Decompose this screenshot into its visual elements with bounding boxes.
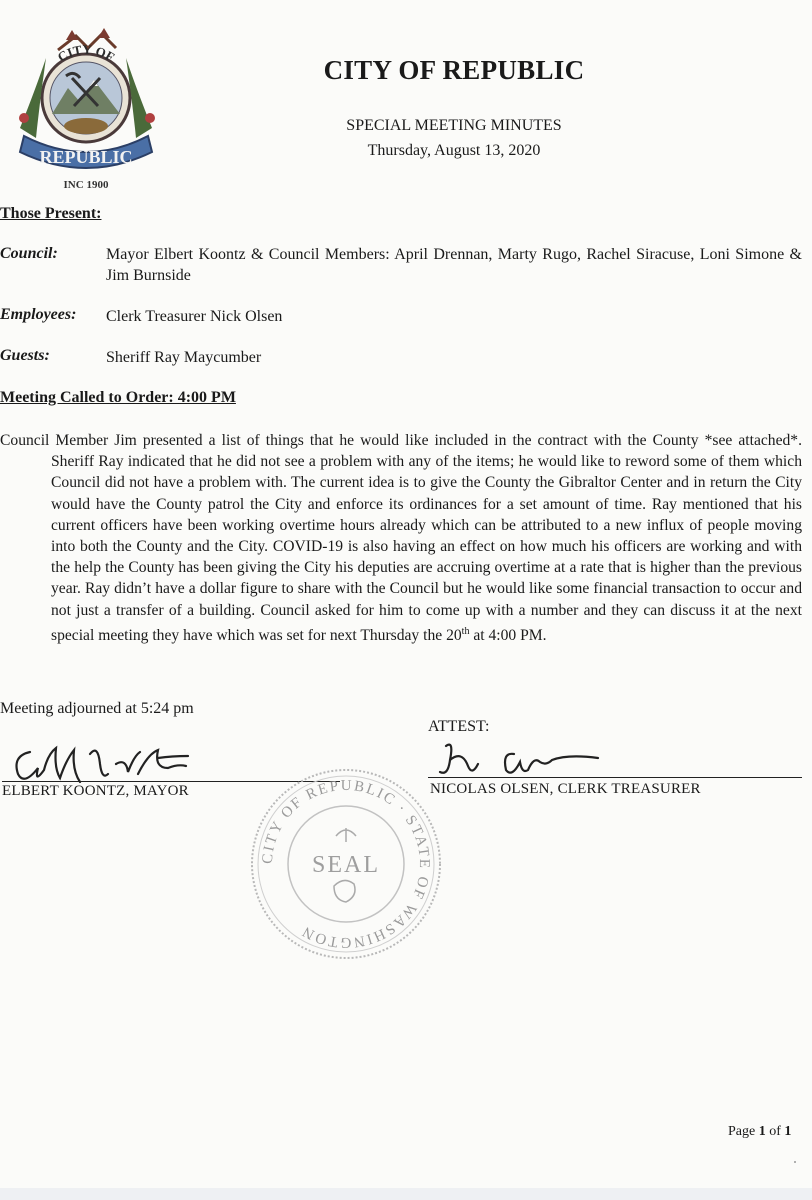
logo-banner-text: REPUBLIC (39, 147, 133, 167)
page-title: CITY OF REPUBLIC (323, 55, 585, 85)
seal-center-text: SEAL (312, 852, 380, 878)
clerk-signature-line (428, 777, 802, 778)
guests-label: Guests: (0, 347, 50, 364)
city-logo (6, 18, 164, 196)
meeting-adjourned: Meeting adjourned at 5:24 pm (0, 700, 194, 717)
employees-label: Employees: (0, 306, 77, 323)
bottom-margin-strip (0, 1188, 812, 1200)
meeting-body-paragraph (0, 430, 802, 646)
clerk-label: NICOLAS OLSEN, CLERK TREASURER (430, 781, 701, 797)
seal-ring-text: CITY OF REPUBLIC · STATE OF WASHINGTON (259, 777, 433, 951)
document-subtitle: SPECIAL MEETING MINUTES (346, 117, 562, 134)
meeting-date: Thursday, August 13, 2020 (367, 142, 541, 159)
guests-value: Sheriff Ray Maycumber (106, 349, 262, 366)
logo-year-text: INC 1900 (63, 179, 109, 191)
body-superscript: th (461, 625, 470, 637)
council-value: Mayor Elbert Koontz & Council Members: April Drennan, Marty Rugo, Rachel Siracuse, Loni Simone & Jim Burnside (106, 246, 802, 284)
city-seal-stamp (248, 766, 444, 962)
speck (794, 1161, 796, 1163)
clerk-signature (428, 736, 608, 786)
page-number: Page 1 of 1 (728, 1124, 792, 1139)
body-end-text: at 4:00 PM. (469, 627, 547, 645)
meeting-called-heading: Meeting Called to Order: 4:00 PM (0, 389, 236, 406)
mayor-label: ELBERT KOONTZ, MAYOR (2, 783, 189, 799)
attest-label: ATTEST: (428, 718, 490, 735)
body-main-text: Council Member Jim presented a list of things that he would like included in the contract with the County *see attached*. Sheriff Ray indicated that he did not see a problem with any of the items; he would like to reword some of them which Council did not have a problem with. The current idea is to give the County the Gibraltor Center and in return the City would have the County patrol the City and enforce its ordinances for a set amount of time. Ray mentioned that his current officers have been working overtime hours already which can be attributed to a new influx of people moving into both the County and the City. COVID-19 is also having an effect on how much his officers are working and with the help the County has been giving the City his deputies are accruing overtime at a rate that is higher than the previous year. Ray didn’t have a dollar figure to share with the Council but he would like some financial transaction to occur and not just a transfer of a building. Council asked for him to come up with a number and they can discuss it at the next special meeting they have which was set for next Thursday the 20 (0, 432, 802, 645)
logo-top-text: CITY OF (54, 41, 118, 65)
council-label: Council: (0, 245, 58, 262)
those-present-heading: Those Present: (0, 205, 102, 222)
employees-value: Clerk Treasurer Nick Olsen (106, 308, 283, 325)
